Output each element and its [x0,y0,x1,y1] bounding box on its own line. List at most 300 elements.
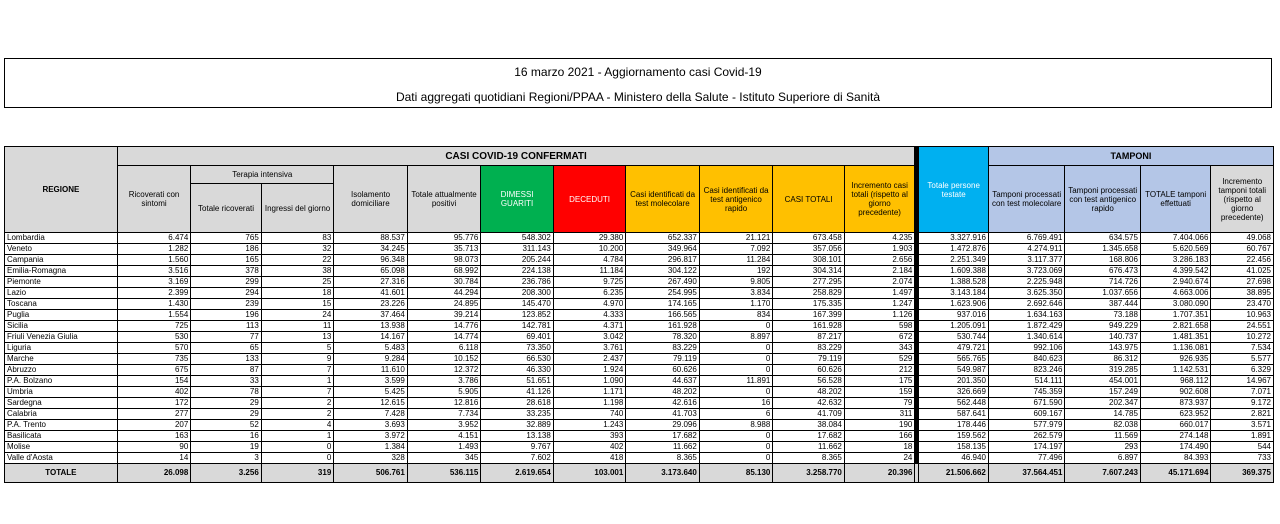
value-cell: 968.112 [1140,376,1210,387]
value-cell: 293 [1065,442,1141,453]
value-cell: 1.126 [844,310,915,321]
region-cell: TOTALE [5,464,118,483]
value-cell: 48.202 [626,387,700,398]
value-cell: 1.037.656 [1065,288,1141,299]
col-header-casi-molecolare: Casi identificati da test molecolare [626,166,700,233]
report-header [4,58,1272,108]
value-cell: 258.829 [773,288,845,299]
value-cell: 16 [699,398,773,409]
value-cell: 158.135 [919,442,988,453]
value-cell: 9.725 [553,277,626,288]
col-header-totale-ricoverati: Totale ricoverati [191,184,261,233]
value-cell: 3.286.183 [1140,255,1210,266]
value-cell: 549.987 [919,365,988,376]
value-cell: 544 [1211,442,1274,453]
value-cell: 735 [117,354,191,365]
value-cell: 8.365 [773,453,845,464]
value-cell: 1.384 [334,442,408,453]
value-cell: 60.626 [626,365,700,376]
value-cell: 11.662 [626,442,700,453]
region-cell: Molise [5,442,118,453]
value-cell: 7.534 [1211,343,1274,354]
value-cell: 3.169 [117,277,191,288]
value-cell: 2.437 [553,354,626,365]
value-cell: 1.388.528 [919,277,988,288]
col-header-ricoverati: Ricoverati con sintomi [117,166,191,233]
value-cell: 0 [699,354,773,365]
value-cell: 202.347 [1065,398,1141,409]
value-cell: 8.897 [699,332,773,343]
value-cell: 5.425 [334,387,408,398]
value-cell: 1.481.351 [1140,332,1210,343]
region-cell: Lombardia [5,233,118,244]
value-cell: 65.098 [334,266,408,277]
value-cell: 2.184 [844,266,915,277]
value-cell: 3.972 [334,431,408,442]
value-cell: 296.817 [626,255,700,266]
region-cell: Sardegna [5,398,118,409]
value-cell: 949.229 [1065,321,1141,332]
value-cell: 840.623 [988,354,1065,365]
value-cell: 11 [261,321,334,332]
value-cell: 454.001 [1065,376,1141,387]
casi-confermati-group-header: CASI COVID-19 CONFERMATI [117,147,915,166]
value-cell: 12.372 [407,365,481,376]
value-cell: 675 [117,365,191,376]
value-cell: 33.235 [481,409,554,420]
value-cell: 207 [117,420,191,431]
value-cell: 51.651 [481,376,554,387]
value-cell: 24.895 [407,299,481,310]
value-cell: 9 [261,354,334,365]
value-cell: 1.609.388 [919,266,988,277]
value-cell: 60.767 [1211,244,1274,255]
value-cell: 304.314 [773,266,845,277]
value-cell: 60.626 [773,365,845,376]
value-cell: 2 [261,409,334,420]
region-cell: Umbria [5,387,118,398]
value-cell: 26.098 [117,464,191,483]
table-row [5,409,1274,420]
value-cell: 157.249 [1065,387,1141,398]
value-cell: 277.295 [773,277,845,288]
value-cell: 1.497 [844,288,915,299]
value-cell: 530.744 [919,332,988,343]
value-cell: 44.637 [626,376,700,387]
value-cell: 8.365 [626,453,700,464]
value-cell: 4.333 [553,310,626,321]
table-body [5,233,1274,483]
value-cell: 37.464 [334,310,408,321]
value-cell: 201.350 [919,376,988,387]
value-cell: 42.632 [773,398,845,409]
value-cell: 133 [191,354,261,365]
value-cell: 1.198 [553,398,626,409]
terapia-intensiva-group-header: Terapia intensiva [191,166,334,184]
value-cell: 660.017 [1140,420,1210,431]
value-cell: 402 [553,442,626,453]
value-cell: 19 [191,442,261,453]
value-cell: 145.470 [481,299,554,310]
col-header-dimessi-guariti: DIMESSI GUARITI [481,166,554,233]
value-cell: 587.641 [919,409,988,420]
value-cell: 0 [699,431,773,442]
value-cell: 3.761 [553,343,626,354]
col-header-tamponi-antigenico: Tamponi processati con test antigenico rapido [1065,166,1141,233]
value-cell: 37.564.451 [988,464,1065,483]
table-row [5,266,1274,277]
value-cell: 725 [117,321,191,332]
col-header-casi-totali: CASI TOTALI [773,166,845,233]
value-cell: 4.274.911 [988,244,1065,255]
value-cell: 7.607.243 [1065,464,1141,483]
value-cell: 357.056 [773,244,845,255]
value-cell: 2.619.654 [481,464,554,483]
value-cell: 3.080.090 [1140,299,1210,310]
value-cell: 11.891 [699,376,773,387]
value-cell: 161.928 [773,321,845,332]
value-cell: 319.285 [1065,365,1141,376]
col-header-casi-antigenico: Casi identificati da test antigenico rapido [699,166,773,233]
tamponi-group-header: TAMPONI [988,147,1273,166]
value-cell: 1.924 [553,365,626,376]
value-cell: 1.340.614 [988,332,1065,343]
value-cell: 174.165 [626,299,700,310]
value-cell: 623.952 [1140,409,1210,420]
value-cell: 140.737 [1065,332,1141,343]
region-cell: Calabria [5,409,118,420]
value-cell: 0 [699,442,773,453]
value-cell: 2.940.674 [1140,277,1210,288]
region-cell: Marche [5,354,118,365]
table-row [5,277,1274,288]
value-cell: 5.577 [1211,354,1274,365]
value-cell: 14.774 [407,332,481,343]
value-cell: 9.805 [699,277,773,288]
value-cell: 2 [261,398,334,409]
value-cell: 3.143.184 [919,288,988,299]
value-cell: 95.776 [407,233,481,244]
value-cell: 16 [191,431,261,442]
value-cell: 175 [844,376,915,387]
region-cell: Liguria [5,343,118,354]
value-cell: 514.111 [988,376,1065,387]
value-cell: 2.399 [117,288,191,299]
value-cell: 24 [261,310,334,321]
value-cell: 14.776 [407,321,481,332]
value-cell: 1.247 [844,299,915,310]
table-row [5,233,1274,244]
value-cell: 387.444 [1065,299,1141,310]
col-header-incremento-tamponi: Incremento tamponi totali (rispetto al giorno precedente) [1211,166,1274,233]
value-cell: 393 [553,431,626,442]
value-cell: 1.472.876 [919,244,988,255]
value-cell: 87 [191,365,261,376]
value-cell: 33 [191,376,261,387]
value-cell: 79.119 [773,354,845,365]
value-cell: 9.284 [334,354,408,365]
region-cell: Puglia [5,310,118,321]
value-cell: 83.229 [773,343,845,354]
value-cell: 17.682 [626,431,700,442]
value-cell: 2.821 [1211,409,1274,420]
value-cell: 0 [261,442,334,453]
value-cell: 83.229 [626,343,700,354]
value-cell: 11.184 [553,266,626,277]
value-cell: 294 [191,288,261,299]
value-cell: 13.138 [481,431,554,442]
value-cell: 29.096 [626,420,700,431]
covid-data-table [4,146,1274,483]
value-cell: 349.964 [626,244,700,255]
value-cell: 9.172 [1211,398,1274,409]
value-cell: 84.393 [1140,453,1210,464]
value-cell: 4.235 [844,233,915,244]
value-cell: 5.483 [334,343,408,354]
value-cell: 1.560 [117,255,191,266]
value-cell: 7.404.066 [1140,233,1210,244]
value-cell: 186 [191,244,261,255]
value-cell: 175.335 [773,299,845,310]
value-cell: 1.136.081 [1140,343,1210,354]
value-cell: 23.470 [1211,299,1274,310]
value-cell: 224.138 [481,266,554,277]
value-cell: 0 [699,343,773,354]
value-cell: 4.784 [553,255,626,266]
value-cell: 4.151 [407,431,481,442]
value-cell: 565.765 [919,354,988,365]
value-cell: 1.345.658 [1065,244,1141,255]
value-cell: 29.380 [553,233,626,244]
value-cell: 22.456 [1211,255,1274,266]
value-cell: 3.042 [553,332,626,343]
table-row [5,299,1274,310]
col-header-totale-tamponi: TOTALE tamponi effettuati [1140,166,1210,233]
value-cell: 205.244 [481,255,554,266]
value-cell: 103.001 [553,464,626,483]
value-cell: 634.575 [1065,233,1141,244]
value-cell: 41.709 [773,409,845,420]
value-cell: 38.895 [1211,288,1274,299]
value-cell: 30.784 [407,277,481,288]
value-cell: 530 [117,332,191,343]
value-cell: 1.891 [1211,431,1274,442]
value-cell: 10.272 [1211,332,1274,343]
value-cell: 4.663.006 [1140,288,1210,299]
value-cell: 49.068 [1211,233,1274,244]
value-cell: 8.988 [699,420,773,431]
value-cell: 44.294 [407,288,481,299]
col-header-deceduti: DECEDUTI [553,166,626,233]
value-cell: 3.786 [407,376,481,387]
value-cell: 536.115 [407,464,481,483]
value-cell: 1.282 [117,244,191,255]
table-row [5,431,1274,442]
value-cell: 32.889 [481,420,554,431]
value-cell: 18 [261,288,334,299]
value-cell: 65 [191,343,261,354]
value-cell: 79.119 [626,354,700,365]
value-cell: 262.579 [988,431,1065,442]
value-cell: 79 [844,398,915,409]
value-cell: 823.246 [988,365,1065,376]
value-cell: 41.601 [334,288,408,299]
region-cell: Sicilia [5,321,118,332]
region-cell: Valle d'Aosta [5,453,118,464]
value-cell: 328 [334,453,408,464]
value-cell: 2.251.349 [919,255,988,266]
value-cell: 208.300 [481,288,554,299]
value-cell: 68.992 [407,266,481,277]
value-cell: 41.025 [1211,266,1274,277]
value-cell: 12.615 [334,398,408,409]
value-cell: 165 [191,255,261,266]
value-cell: 277 [117,409,191,420]
col-header-totale-persone-testate: Totale persone testate [919,147,988,233]
value-cell: 25 [261,277,334,288]
value-cell: 73.188 [1065,310,1141,321]
value-cell: 562.448 [919,398,988,409]
value-cell: 48.202 [773,387,845,398]
region-cell: P.A. Trento [5,420,118,431]
region-cell: Toscana [5,299,118,310]
value-cell: 1.205.091 [919,321,988,332]
value-cell: 6.474 [117,233,191,244]
value-cell: 212 [844,365,915,376]
table-row [5,310,1274,321]
report-subtitle: Dati aggregati quotidiani Regioni/PPAA - Ministero della Salute - Istituto Superiore di Sanità [395,90,881,104]
value-cell: 926.935 [1140,354,1210,365]
value-cell: 0 [699,365,773,376]
value-cell: 24.551 [1211,321,1274,332]
region-cell: Basilicata [5,431,118,442]
value-cell: 378 [191,266,261,277]
value-cell: 174.197 [988,442,1065,453]
value-cell: 937.016 [919,310,988,321]
value-cell: 190 [844,420,915,431]
value-cell: 3 [191,453,261,464]
value-cell: 83 [261,233,334,244]
value-cell: 41.703 [626,409,700,420]
value-cell: 77.496 [988,453,1065,464]
value-cell: 46.940 [919,453,988,464]
value-cell: 178.446 [919,420,988,431]
value-cell: 6.118 [407,343,481,354]
value-cell: 609.167 [988,409,1065,420]
value-cell: 1.554 [117,310,191,321]
value-cell: 319 [261,464,334,483]
col-header-ingressi-del-giorno: Ingressi del giorno [261,184,334,233]
value-cell: 3.258.770 [773,464,845,483]
region-cell: Campania [5,255,118,266]
table-row [5,244,1274,255]
value-cell: 418 [553,453,626,464]
region-cell: Friuli Venezia Giulia [5,332,118,343]
value-cell: 1.090 [553,376,626,387]
value-cell: 41.126 [481,387,554,398]
value-cell: 6.769.491 [988,233,1065,244]
value-cell: 11.610 [334,365,408,376]
value-cell: 1.707.351 [1140,310,1210,321]
value-cell: 4.371 [553,321,626,332]
value-cell: 52 [191,420,261,431]
value-cell: 29 [191,409,261,420]
value-cell: 304.122 [626,266,700,277]
value-cell: 66.530 [481,354,554,365]
value-cell: 733 [1211,453,1274,464]
table-row [5,332,1274,343]
value-cell: 3.625.350 [988,288,1065,299]
value-cell: 1.430 [117,299,191,310]
value-cell: 2.821.658 [1140,321,1210,332]
value-cell: 154 [117,376,191,387]
value-cell: 24 [844,453,915,464]
value-cell: 9.767 [481,442,554,453]
value-cell: 87.217 [773,332,845,343]
value-cell: 479.721 [919,343,988,354]
value-cell: 14 [117,453,191,464]
value-cell: 1.493 [407,442,481,453]
value-cell: 1.634.163 [988,310,1065,321]
value-cell: 10.963 [1211,310,1274,321]
value-cell: 548.302 [481,233,554,244]
region-cell: Emilia-Romagna [5,266,118,277]
value-cell: 2.074 [844,277,915,288]
value-cell: 672 [844,332,915,343]
value-cell: 873.937 [1140,398,1210,409]
value-cell: 77 [191,332,261,343]
value-cell: 4.399.542 [1140,266,1210,277]
value-cell: 308.101 [773,255,845,266]
value-cell: 21.121 [699,233,773,244]
value-cell: 6.897 [1065,453,1141,464]
value-cell: 326.669 [919,387,988,398]
table-row [5,398,1274,409]
total-row [5,464,1274,483]
value-cell: 3.723.069 [988,266,1065,277]
value-cell: 673.458 [773,233,845,244]
value-cell: 39.214 [407,310,481,321]
value-cell: 7.071 [1211,387,1274,398]
value-cell: 85.130 [699,464,773,483]
value-cell: 671.590 [988,398,1065,409]
value-cell: 38.084 [773,420,845,431]
value-cell: 161.928 [626,321,700,332]
table-row [5,354,1274,365]
value-cell: 98.073 [407,255,481,266]
value-cell: 1.903 [844,244,915,255]
value-cell: 172 [117,398,191,409]
value-cell: 1 [261,431,334,442]
value-cell: 6.235 [553,288,626,299]
region-cell: Piemonte [5,277,118,288]
value-cell: 27.316 [334,277,408,288]
value-cell: 992.106 [988,343,1065,354]
value-cell: 311.143 [481,244,554,255]
value-cell: 4.970 [553,299,626,310]
value-cell: 1 [261,376,334,387]
value-cell: 2.656 [844,255,915,266]
value-cell: 3.599 [334,376,408,387]
value-cell: 1.623.906 [919,299,988,310]
value-cell: 10.152 [407,354,481,365]
value-cell: 598 [844,321,915,332]
value-cell: 21.506.662 [919,464,988,483]
value-cell: 0 [699,453,773,464]
region-column-header: REGIONE [5,147,118,233]
value-cell: 159.562 [919,431,988,442]
value-cell: 11.662 [773,442,845,453]
